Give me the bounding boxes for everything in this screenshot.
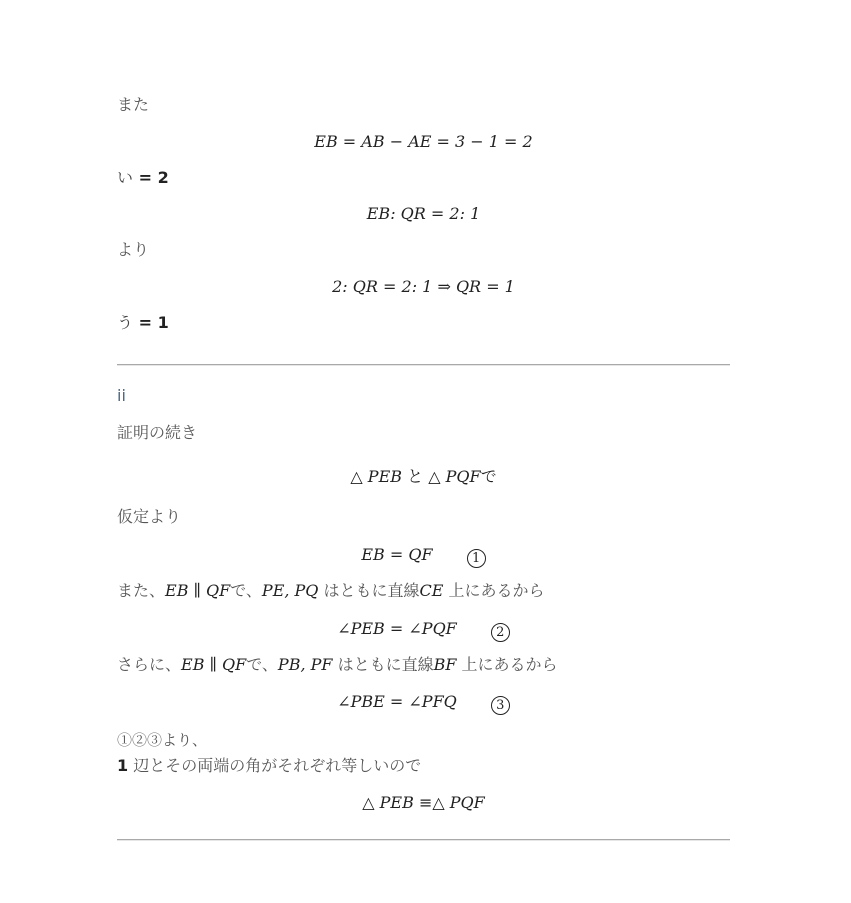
equation-eb: EB = AB − AE = 3 − 1 = 2 [314, 132, 533, 151]
final-congruence: △ PEB ≡△ PQF [362, 793, 485, 812]
reason2-math1: EB ∥ QF [165, 581, 231, 600]
reason2-mid1: で、 [230, 581, 262, 600]
reason-angle-peb [117, 581, 545, 601]
proof-intro: 証明の続き [117, 423, 198, 442]
reason2-pre: また、 [117, 581, 166, 600]
triangle-end: で [480, 467, 497, 486]
equation-angle-pbe-text: ∠PBE = ∠PFQ [337, 692, 457, 711]
circled-number-3: 3 [491, 696, 510, 715]
conclusion-reason-num: 1 [117, 756, 129, 775]
assumption-text: 仮定より [117, 507, 182, 526]
triangle-peb: △ PEB [350, 467, 402, 486]
conclusion-reference: ①②③より、 [117, 731, 208, 749]
equation-angle-pbe [117, 692, 730, 715]
reason3-post: 上にあるから [461, 655, 558, 674]
text-yori: より [117, 240, 150, 259]
triangle-conj: と [407, 467, 424, 486]
equation-triangles [117, 467, 730, 487]
reason3-math2: PB, PF [277, 655, 333, 674]
reason2-math2: PE, PQ [261, 581, 319, 600]
answer-u-label: う [117, 313, 134, 332]
triangle-pqf: △ PQF [428, 467, 481, 486]
equation-angle-peb [117, 619, 730, 642]
equation-eb-qf-text: EB = QF [361, 545, 433, 564]
answer-i-label: い [117, 168, 134, 187]
answer-u-value: = 1 [138, 313, 169, 332]
reason3-math3: BF [433, 655, 457, 674]
circled-number-2: 2 [491, 623, 510, 642]
reason2-post: 上にあるから [448, 581, 545, 600]
equation-ratio: EB: QR = 2: 1 [366, 204, 481, 223]
reason2-mid2: はともに直線 [323, 581, 420, 600]
equation-angle-peb-text: ∠PEB = ∠PQF [337, 619, 457, 638]
answer-u [117, 313, 169, 333]
reason3-math1: EB ∥ QF [181, 655, 247, 674]
answer-i-value: = 2 [138, 168, 169, 187]
section-divider [117, 364, 730, 366]
reason3-mid1: で、 [246, 655, 278, 674]
reason3-mid2: はともに直線 [337, 655, 434, 674]
text-mata: また [117, 95, 150, 114]
section-label-ii: ii [117, 386, 126, 405]
reason3-pre: さらに、 [117, 655, 182, 674]
bottom-divider [117, 839, 730, 841]
equation-eb-qf [117, 545, 730, 568]
answer-i [117, 168, 169, 188]
conclusion-reason [117, 756, 421, 776]
equation-qr: 2: QR = 2: 1 ⇒ QR = 1 [332, 277, 515, 296]
reason2-math3: CE [419, 581, 444, 600]
conclusion-reason-text: 辺とその両端の角がそれぞれ等しいので [133, 756, 422, 775]
reason-angle-pbe [117, 655, 558, 675]
circled-number-1: 1 [467, 549, 486, 568]
